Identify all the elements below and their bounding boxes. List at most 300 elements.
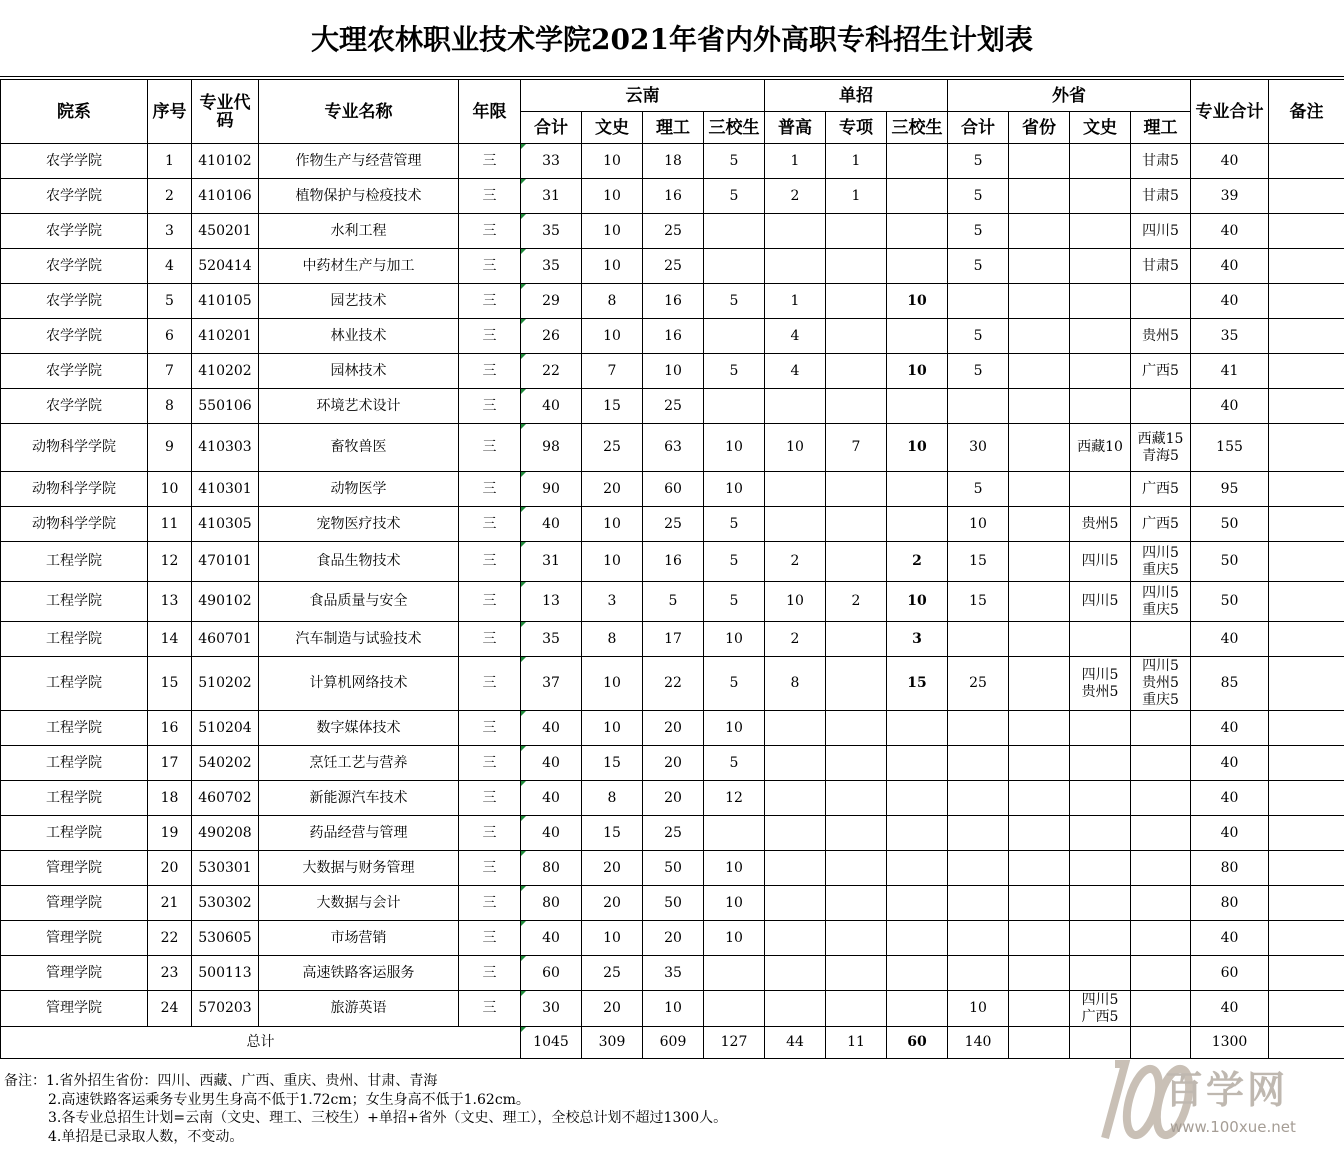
subheader-ws-prov: 省份 bbox=[1009, 112, 1070, 144]
total-yn-total: 1045 bbox=[521, 1027, 582, 1059]
cell-major-total: 50 bbox=[1191, 582, 1269, 622]
cell-yn-wen: 10 bbox=[582, 319, 643, 354]
cell-ws-prov bbox=[1009, 816, 1070, 851]
cell-dz-zx bbox=[826, 657, 887, 711]
cell-yn-total: 90 bbox=[521, 472, 582, 507]
cell-dz-zx bbox=[826, 214, 887, 249]
cell-dz-pg: 2 bbox=[765, 179, 826, 214]
cell-dz-sx bbox=[887, 472, 948, 507]
cell-major-total: 40 bbox=[1191, 622, 1269, 657]
cell-yn-total: 29 bbox=[521, 284, 582, 319]
cell-remark bbox=[1269, 991, 1344, 1027]
cell-dz-zx bbox=[826, 956, 887, 991]
cell-yn-li: 20 bbox=[643, 746, 704, 781]
cell-ws-wen bbox=[1070, 816, 1131, 851]
cell-ws-li: 四川5 重庆5 bbox=[1131, 542, 1191, 582]
cell-dept: 农学学院 bbox=[1, 354, 148, 389]
cell-code: 540202 bbox=[192, 746, 259, 781]
cell-name: 数字媒体技术 bbox=[259, 711, 459, 746]
cell-yn-wen: 10 bbox=[582, 657, 643, 711]
cell-yn-wen: 10 bbox=[582, 507, 643, 542]
cell-dz-sx bbox=[887, 214, 948, 249]
header-major-total-text: 专业合计 bbox=[1195, 101, 1264, 122]
subheader-dz-sx: 三校生 bbox=[887, 112, 948, 144]
cell-dz-pg bbox=[765, 851, 826, 886]
cell-ws-wen bbox=[1070, 746, 1131, 781]
cell-yn-total: 35 bbox=[521, 622, 582, 657]
cell-major-total: 40 bbox=[1191, 781, 1269, 816]
cell-ws-total bbox=[948, 886, 1009, 921]
cell-ws-total: 30 bbox=[948, 424, 1009, 472]
cell-yn-wen: 10 bbox=[582, 214, 643, 249]
cell-ws-total bbox=[948, 711, 1009, 746]
cell-yn-wen: 25 bbox=[582, 956, 643, 991]
cell-dz-sx bbox=[887, 886, 948, 921]
cell-seq: 9 bbox=[148, 424, 192, 472]
cell-major-total: 35 bbox=[1191, 319, 1269, 354]
cell-ws-li: 四川5 bbox=[1131, 214, 1191, 249]
cell-name: 大数据与财务管理 bbox=[259, 851, 459, 886]
cell-dz-pg bbox=[765, 956, 826, 991]
cell-remark bbox=[1269, 144, 1344, 179]
cell-name: 食品质量与安全 bbox=[259, 582, 459, 622]
watermark-text: 百学网 bbox=[1165, 1068, 1289, 1112]
cell-ws-total: 5 bbox=[948, 214, 1009, 249]
cell-ws-li: 甘肃5 bbox=[1131, 144, 1191, 179]
cell-code: 470101 bbox=[192, 542, 259, 582]
cell-dz-sx bbox=[887, 816, 948, 851]
cell-years: 三 bbox=[459, 746, 521, 781]
table-row bbox=[1, 956, 1344, 991]
cell-yn-li: 10 bbox=[643, 354, 704, 389]
cell-years: 三 bbox=[459, 991, 521, 1027]
cell-yn-li: 16 bbox=[643, 319, 704, 354]
table-row bbox=[1, 816, 1344, 851]
cell-yn-li: 60 bbox=[643, 472, 704, 507]
cell-name: 高速铁路客运服务 bbox=[259, 956, 459, 991]
cell-code: 530301 bbox=[192, 851, 259, 886]
cell-yn-total: 80 bbox=[521, 851, 582, 886]
subheader-dz-zx: 专项 bbox=[826, 112, 887, 144]
cell-code: 410303 bbox=[192, 424, 259, 472]
cell-code: 450201 bbox=[192, 214, 259, 249]
cell-yn-wen: 3 bbox=[582, 582, 643, 622]
cell-remark bbox=[1269, 214, 1344, 249]
cell-dept: 工程学院 bbox=[1, 542, 148, 582]
cell-dz-pg bbox=[765, 711, 826, 746]
cell-yn-sx: 10 bbox=[704, 711, 765, 746]
cell-ws-li: 广西5 bbox=[1131, 507, 1191, 542]
cell-ws-li: 甘肃5 bbox=[1131, 179, 1191, 214]
cell-ws-li bbox=[1131, 991, 1191, 1027]
cell-ws-total: 5 bbox=[948, 179, 1009, 214]
enrollment-plan-table bbox=[0, 79, 1344, 1059]
cell-code: 490102 bbox=[192, 582, 259, 622]
cell-ws-prov bbox=[1009, 472, 1070, 507]
cell-yn-wen: 7 bbox=[582, 354, 643, 389]
cell-yn-total: 35 bbox=[521, 249, 582, 284]
note-3: 3.各专业总招生计划=云南（文史、理工、三校生）+单招+省外（文史、理工），全校总计划不超过1300人。 bbox=[48, 1110, 728, 1126]
cell-ws-prov bbox=[1009, 319, 1070, 354]
table-row bbox=[1, 284, 1344, 319]
cell-remark bbox=[1269, 851, 1344, 886]
cell-years: 三 bbox=[459, 389, 521, 424]
cell-dz-sx bbox=[887, 179, 948, 214]
table-row bbox=[1, 389, 1344, 424]
cell-dept: 动物科学学院 bbox=[1, 507, 148, 542]
cell-name: 林业技术 bbox=[259, 319, 459, 354]
cell-major-total: 155 bbox=[1191, 424, 1269, 472]
cell-name: 园林技术 bbox=[259, 354, 459, 389]
cell-yn-wen: 10 bbox=[582, 542, 643, 582]
cell-yn-sx: 5 bbox=[704, 179, 765, 214]
cell-dz-sx bbox=[887, 249, 948, 284]
cell-yn-li: 10 bbox=[643, 991, 704, 1027]
cell-dz-zx bbox=[826, 507, 887, 542]
cell-dz-zx bbox=[826, 354, 887, 389]
cell-yn-li: 16 bbox=[643, 284, 704, 319]
cell-dz-zx bbox=[826, 319, 887, 354]
cell-yn-li: 25 bbox=[643, 389, 704, 424]
cell-ws-li bbox=[1131, 851, 1191, 886]
header-code bbox=[192, 80, 259, 144]
cell-ws-li: 四川5 贵州5 重庆5 bbox=[1131, 657, 1191, 711]
cell-dept: 动物科学学院 bbox=[1, 424, 148, 472]
table-row bbox=[1, 179, 1344, 214]
cell-ws-prov bbox=[1009, 144, 1070, 179]
cell-yn-wen: 15 bbox=[582, 389, 643, 424]
cell-ws-prov bbox=[1009, 622, 1070, 657]
table-row bbox=[1, 657, 1344, 711]
cell-dept: 工程学院 bbox=[1, 781, 148, 816]
cell-dz-pg: 2 bbox=[765, 542, 826, 582]
cell-ws-li: 四川5 重庆5 bbox=[1131, 582, 1191, 622]
cell-ws-wen bbox=[1070, 622, 1131, 657]
total-yn-li: 609 bbox=[643, 1027, 704, 1059]
cell-yn-wen: 10 bbox=[582, 144, 643, 179]
cell-major-total: 40 bbox=[1191, 816, 1269, 851]
cell-remark bbox=[1269, 284, 1344, 319]
cell-dept: 工程学院 bbox=[1, 746, 148, 781]
cell-yn-wen: 25 bbox=[582, 424, 643, 472]
cell-yn-wen: 20 bbox=[582, 991, 643, 1027]
cell-years: 三 bbox=[459, 816, 521, 851]
cell-yn-li: 25 bbox=[643, 214, 704, 249]
cell-ws-li bbox=[1131, 389, 1191, 424]
cell-name: 汽车制造与试验技术 bbox=[259, 622, 459, 657]
cell-yn-sx: 5 bbox=[704, 144, 765, 179]
table-row bbox=[1, 472, 1344, 507]
cell-years: 三 bbox=[459, 781, 521, 816]
cell-yn-li: 20 bbox=[643, 921, 704, 956]
cell-ws-prov bbox=[1009, 921, 1070, 956]
cell-yn-sx bbox=[704, 214, 765, 249]
cell-ws-total: 5 bbox=[948, 249, 1009, 284]
cell-major-total: 85 bbox=[1191, 657, 1269, 711]
cell-dept: 农学学院 bbox=[1, 144, 148, 179]
cell-name: 动物医学 bbox=[259, 472, 459, 507]
cell-dz-sx: 15 bbox=[887, 657, 948, 711]
cell-ws-li bbox=[1131, 711, 1191, 746]
total-ws-total: 140 bbox=[948, 1027, 1009, 1059]
cell-ws-wen bbox=[1070, 249, 1131, 284]
total-ws-prov bbox=[1009, 1027, 1070, 1059]
cell-name: 烹饪工艺与营养 bbox=[259, 746, 459, 781]
cell-major-total: 40 bbox=[1191, 921, 1269, 956]
total-yn-wen: 309 bbox=[582, 1027, 643, 1059]
cell-years: 三 bbox=[459, 144, 521, 179]
cell-seq: 21 bbox=[148, 886, 192, 921]
header-remark: 备注 bbox=[1269, 80, 1344, 144]
cell-years: 三 bbox=[459, 711, 521, 746]
cell-yn-total: 40 bbox=[521, 921, 582, 956]
cell-major-total: 60 bbox=[1191, 956, 1269, 991]
cell-ws-li: 广西5 bbox=[1131, 472, 1191, 507]
cell-yn-li: 16 bbox=[643, 542, 704, 582]
cell-dept: 工程学院 bbox=[1, 711, 148, 746]
cell-major-total: 80 bbox=[1191, 886, 1269, 921]
cell-ws-total: 10 bbox=[948, 991, 1009, 1027]
cell-code: 530302 bbox=[192, 886, 259, 921]
cell-yn-wen: 10 bbox=[582, 179, 643, 214]
cell-years: 三 bbox=[459, 284, 521, 319]
cell-dz-sx: 10 bbox=[887, 284, 948, 319]
notes bbox=[4, 1072, 727, 1146]
cell-yn-sx bbox=[704, 389, 765, 424]
cell-dz-pg: 1 bbox=[765, 144, 826, 179]
cell-dept: 农学学院 bbox=[1, 389, 148, 424]
cell-yn-total: 26 bbox=[521, 319, 582, 354]
cell-remark bbox=[1269, 472, 1344, 507]
cell-ws-li: 贵州5 bbox=[1131, 319, 1191, 354]
cell-seq: 22 bbox=[148, 921, 192, 956]
cell-name: 计算机网络技术 bbox=[259, 657, 459, 711]
cell-years: 三 bbox=[459, 507, 521, 542]
note-1: 备注：1.省外招生省份：四川、西藏、广西、重庆、贵州、甘肃、青海 bbox=[4, 1073, 438, 1089]
header-yunnan: 云南 bbox=[521, 80, 765, 112]
cell-dz-sx bbox=[887, 507, 948, 542]
cell-name: 旅游英语 bbox=[259, 991, 459, 1027]
cell-ws-total bbox=[948, 781, 1009, 816]
cell-dz-pg bbox=[765, 389, 826, 424]
cell-dz-pg: 8 bbox=[765, 657, 826, 711]
cell-remark bbox=[1269, 921, 1344, 956]
cell-ws-prov bbox=[1009, 249, 1070, 284]
table-row bbox=[1, 746, 1344, 781]
cell-seq: 14 bbox=[148, 622, 192, 657]
cell-name: 药品经营与管理 bbox=[259, 816, 459, 851]
cell-dept: 工程学院 bbox=[1, 622, 148, 657]
cell-yn-sx: 10 bbox=[704, 851, 765, 886]
cell-yn-total: 40 bbox=[521, 781, 582, 816]
cell-ws-li: 西藏15 青海5 bbox=[1131, 424, 1191, 472]
cell-dz-pg bbox=[765, 507, 826, 542]
cell-years: 三 bbox=[459, 424, 521, 472]
cell-dz-pg bbox=[765, 214, 826, 249]
cell-ws-prov bbox=[1009, 851, 1070, 886]
cell-ws-prov bbox=[1009, 424, 1070, 472]
cell-dz-pg bbox=[765, 886, 826, 921]
total-dz-sx: 60 bbox=[887, 1027, 948, 1059]
cell-major-total: 50 bbox=[1191, 542, 1269, 582]
cell-ws-wen bbox=[1070, 179, 1131, 214]
cell-dept: 工程学院 bbox=[1, 657, 148, 711]
cell-dz-pg bbox=[765, 746, 826, 781]
cell-code: 490208 bbox=[192, 816, 259, 851]
cell-name: 中药材生产与加工 bbox=[259, 249, 459, 284]
cell-remark bbox=[1269, 582, 1344, 622]
cell-name: 新能源汽车技术 bbox=[259, 781, 459, 816]
cell-dz-zx bbox=[826, 816, 887, 851]
cell-major-total: 40 bbox=[1191, 214, 1269, 249]
cell-ws-total bbox=[948, 746, 1009, 781]
cell-seq: 5 bbox=[148, 284, 192, 319]
cell-seq: 8 bbox=[148, 389, 192, 424]
cell-ws-total: 25 bbox=[948, 657, 1009, 711]
cell-yn-sx: 5 bbox=[704, 542, 765, 582]
table-row bbox=[1, 144, 1344, 179]
cell-dz-sx: 10 bbox=[887, 424, 948, 472]
cell-ws-total bbox=[948, 284, 1009, 319]
cell-dz-sx bbox=[887, 319, 948, 354]
cell-yn-total: 80 bbox=[521, 886, 582, 921]
cell-ws-li: 广西5 bbox=[1131, 354, 1191, 389]
page-title: 大理农林职业技术学院2021年省内外高职专科招生计划表 bbox=[0, 0, 1344, 77]
cell-dz-zx bbox=[826, 921, 887, 956]
cell-remark bbox=[1269, 657, 1344, 711]
header-waisheng: 外省 bbox=[948, 80, 1191, 112]
cell-yn-li: 50 bbox=[643, 851, 704, 886]
cell-seq: 16 bbox=[148, 711, 192, 746]
cell-remark bbox=[1269, 746, 1344, 781]
table-row bbox=[1, 354, 1344, 389]
table-row bbox=[1, 622, 1344, 657]
cell-ws-wen bbox=[1070, 921, 1131, 956]
table-row bbox=[1, 851, 1344, 886]
cell-dz-zx: 7 bbox=[826, 424, 887, 472]
cell-yn-total: 98 bbox=[521, 424, 582, 472]
total-dz-pg: 44 bbox=[765, 1027, 826, 1059]
cell-ws-prov bbox=[1009, 956, 1070, 991]
cell-yn-wen: 15 bbox=[582, 816, 643, 851]
cell-dz-sx bbox=[887, 781, 948, 816]
cell-yn-wen: 10 bbox=[582, 921, 643, 956]
header-code-text: 专业代码 bbox=[199, 92, 251, 131]
cell-years: 三 bbox=[459, 214, 521, 249]
cell-seq: 3 bbox=[148, 214, 192, 249]
cell-ws-total: 15 bbox=[948, 582, 1009, 622]
cell-ws-total bbox=[948, 622, 1009, 657]
cell-yn-sx: 5 bbox=[704, 354, 765, 389]
total-dz-zx: 11 bbox=[826, 1027, 887, 1059]
cell-yn-wen: 8 bbox=[582, 781, 643, 816]
note-2: 2.高速铁路客运乘务专业男生身高不低于1.72cm；女生身高不低于1.62cm。 bbox=[48, 1091, 530, 1108]
cell-ws-wen bbox=[1070, 781, 1131, 816]
cell-name: 植物保护与检疫技术 bbox=[259, 179, 459, 214]
table-row bbox=[1, 424, 1344, 472]
cell-seq: 1 bbox=[148, 144, 192, 179]
cell-years: 三 bbox=[459, 179, 521, 214]
cell-dept: 管理学院 bbox=[1, 991, 148, 1027]
cell-yn-total: 31 bbox=[521, 179, 582, 214]
cell-dept: 管理学院 bbox=[1, 851, 148, 886]
cell-dz-zx: 1 bbox=[826, 179, 887, 214]
cell-yn-li: 50 bbox=[643, 886, 704, 921]
cell-yn-wen: 10 bbox=[582, 249, 643, 284]
cell-dz-zx bbox=[826, 284, 887, 319]
cell-ws-prov bbox=[1009, 746, 1070, 781]
cell-seq: 7 bbox=[148, 354, 192, 389]
cell-dz-zx: 2 bbox=[826, 582, 887, 622]
cell-yn-sx: 5 bbox=[704, 284, 765, 319]
cell-years: 三 bbox=[459, 657, 521, 711]
cell-yn-li: 18 bbox=[643, 144, 704, 179]
cell-ws-prov bbox=[1009, 886, 1070, 921]
cell-dept: 管理学院 bbox=[1, 921, 148, 956]
cell-yn-total: 40 bbox=[521, 507, 582, 542]
cell-ws-total: 5 bbox=[948, 144, 1009, 179]
cell-remark bbox=[1269, 542, 1344, 582]
cell-remark bbox=[1269, 886, 1344, 921]
cell-code: 460701 bbox=[192, 622, 259, 657]
cell-dept: 农学学院 bbox=[1, 319, 148, 354]
cell-ws-wen bbox=[1070, 144, 1131, 179]
cell-yn-li: 25 bbox=[643, 816, 704, 851]
cell-years: 三 bbox=[459, 249, 521, 284]
cell-ws-wen bbox=[1070, 389, 1131, 424]
cell-ws-total: 5 bbox=[948, 472, 1009, 507]
cell-ws-prov bbox=[1009, 781, 1070, 816]
cell-dz-pg: 10 bbox=[765, 424, 826, 472]
cell-name: 环境艺术设计 bbox=[259, 389, 459, 424]
cell-dept: 农学学院 bbox=[1, 179, 148, 214]
cell-major-total: 41 bbox=[1191, 354, 1269, 389]
cell-ws-prov bbox=[1009, 542, 1070, 582]
cell-major-total: 80 bbox=[1191, 851, 1269, 886]
cell-dz-zx bbox=[826, 542, 887, 582]
cell-yn-wen: 8 bbox=[582, 284, 643, 319]
cell-code: 530605 bbox=[192, 921, 259, 956]
cell-ws-wen bbox=[1070, 214, 1131, 249]
subheader-ws-total: 合计 bbox=[948, 112, 1009, 144]
table-row bbox=[1, 542, 1344, 582]
cell-years: 三 bbox=[459, 851, 521, 886]
cell-ws-total bbox=[948, 921, 1009, 956]
cell-ws-li bbox=[1131, 921, 1191, 956]
cell-dz-pg: 1 bbox=[765, 284, 826, 319]
cell-dz-sx bbox=[887, 956, 948, 991]
cell-yn-total: 33 bbox=[521, 144, 582, 179]
cell-ws-wen: 四川5 广西5 bbox=[1070, 991, 1131, 1027]
cell-code: 510204 bbox=[192, 711, 259, 746]
cell-yn-li: 63 bbox=[643, 424, 704, 472]
header-years: 年限 bbox=[459, 80, 521, 144]
table-row bbox=[1, 214, 1344, 249]
cell-dz-pg: 2 bbox=[765, 622, 826, 657]
table-row bbox=[1, 921, 1344, 956]
cell-yn-li: 5 bbox=[643, 582, 704, 622]
cell-yn-sx bbox=[704, 319, 765, 354]
cell-yn-sx bbox=[704, 816, 765, 851]
cell-ws-wen bbox=[1070, 711, 1131, 746]
cell-ws-wen bbox=[1070, 354, 1131, 389]
cell-code: 410105 bbox=[192, 284, 259, 319]
cell-name: 作物生产与经营管理 bbox=[259, 144, 459, 179]
cell-major-total: 40 bbox=[1191, 991, 1269, 1027]
cell-dz-pg bbox=[765, 249, 826, 284]
cell-ws-total bbox=[948, 956, 1009, 991]
cell-ws-li bbox=[1131, 284, 1191, 319]
